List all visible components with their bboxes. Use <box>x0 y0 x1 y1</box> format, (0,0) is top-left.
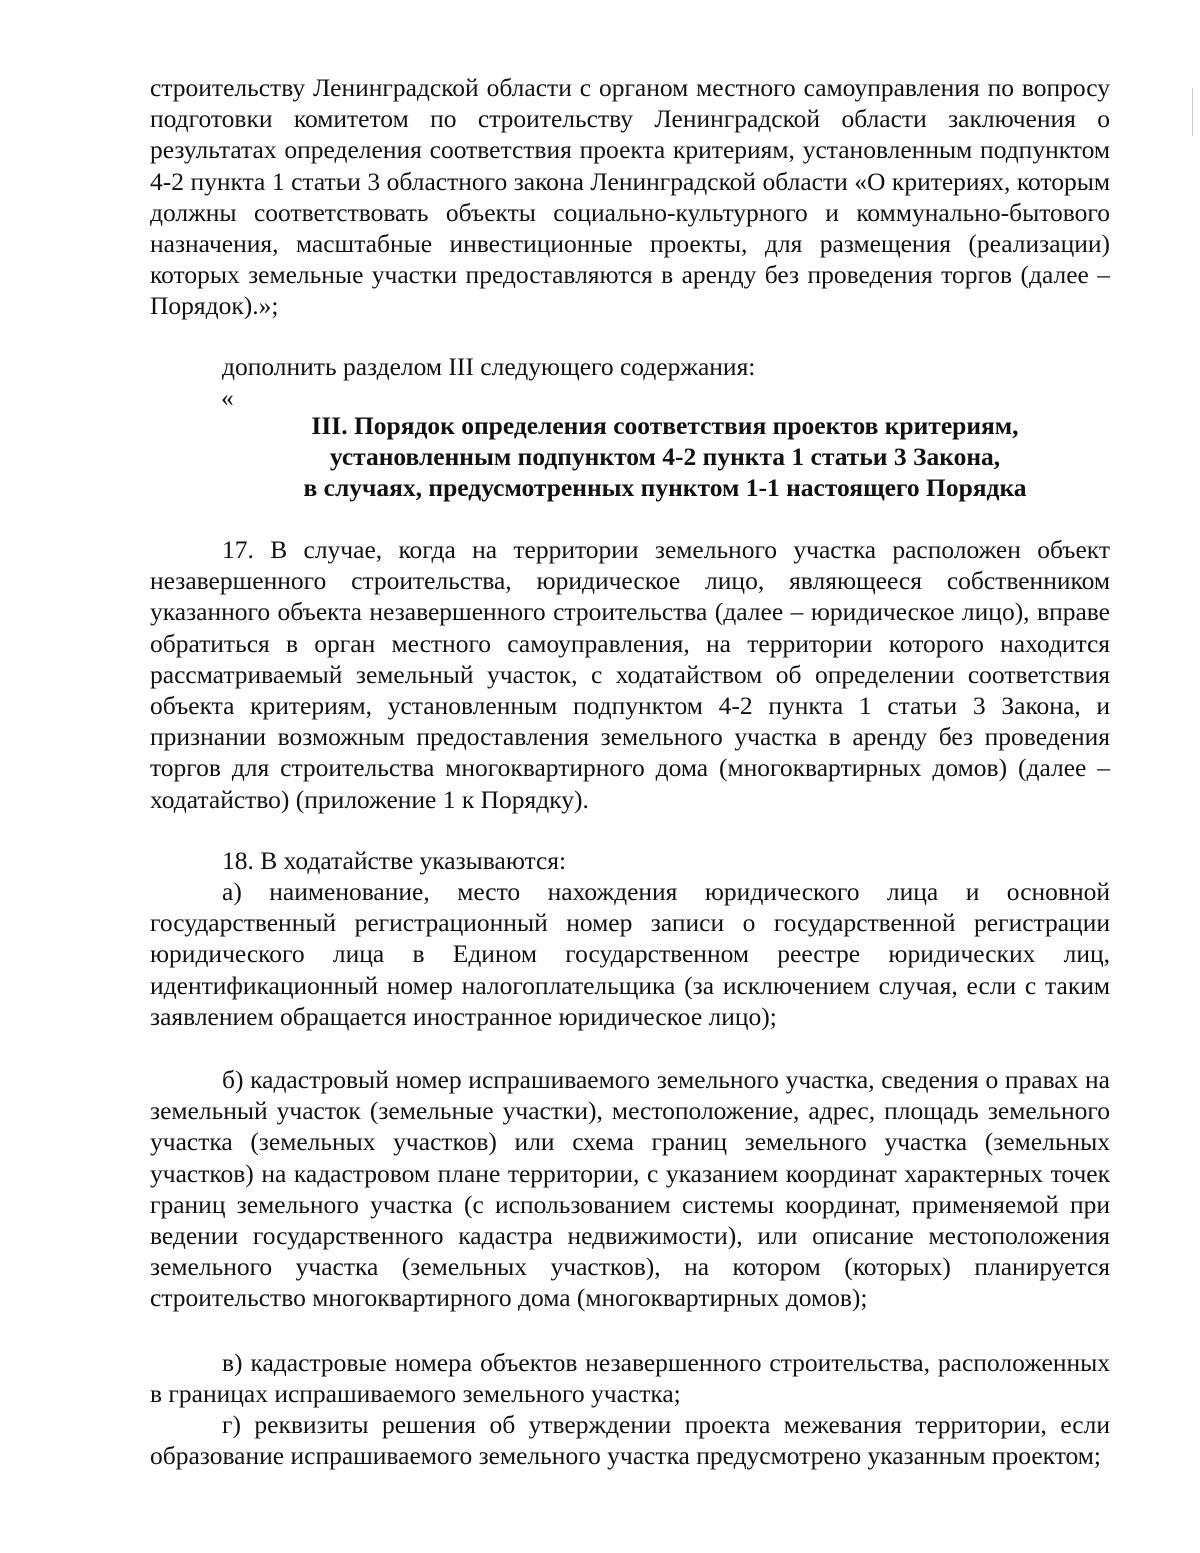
add-section-text: дополнить разделом III следующего содержания: <box>222 352 756 381</box>
paragraph-text: 17. В случае, когда на территории земельного участка расположен объект незавершенного строительства, юридическое лицо, являющееся собственником указанного объекта незавершенного строительства (далее – юридическое лицо), вправе обратиться в орган местного самоуправления, на территории которого находится рассматриваемый земельный участок, с ходатайством об определении соответствия объекта критериям, установленным подпунктом 4-2 пункта 1 статьи 3 Закона, и признании возможным предоставления земельного участка в аренду без проведения торгов для строительства многоквартирного дома (многоквартирных домов) (далее – ходатайство) (приложение 1 к Порядку). <box>150 535 1110 814</box>
paragraph-18 <box>150 845 1110 876</box>
heading-line-3: в случаях, предусмотренных пунктом 1-1 настоящего Порядка <box>303 473 1027 502</box>
item-v <box>150 1347 1110 1409</box>
item-text: б) кадастровый номер испрашиваемого земельного участка, сведения о правах на земельный участок (земельные участки), местоположение, адрес, площадь земельного участка (земельных участков) или схема границ земельного участка (земельных участков) на кадастровом плане территории, с указанием координат характерных точек границ земельного участка (с использованием системы координат, применяемой при ведении государственного кадастра недвижимости), или описание местоположения земельного участка (земельных участков), на котором (которых) планируется строительство многоквартирного дома (многоквартирных домов); <box>150 1065 1110 1313</box>
add-section-paragraph <box>150 351 1110 382</box>
opening-quote: « <box>221 383 234 412</box>
paragraph-17 <box>150 534 1110 815</box>
item-a <box>150 876 1110 1032</box>
paragraph-text: 18. В ходатайстве указываются: <box>222 846 567 875</box>
intro-paragraph <box>150 72 1110 322</box>
item-text: г) реквизиты решения об утверждении проекта межевания территории, если образование испрашиваемого земельного участка предусмотрено указанным проектом; <box>150 1410 1110 1471</box>
scan-edge-mark <box>1192 88 1193 136</box>
item-text: а) наименование, место нахождения юридического лица и основной государственный регистрационный номер записи о государственной регистрации юридического лица в Едином государственном реестре юридических лиц, идентификационный номер налогоплательщика (за исключением случая, если с таким заявлением обращается иностранное юридическое лицо); <box>150 877 1110 1031</box>
heading-line-1: III. Порядок определения соответствия проектов критериям, <box>311 411 1019 440</box>
item-g <box>150 1409 1110 1471</box>
heading-line-2: установленным подпунктом 4-2 пункта 1 статьи 3 Закона, <box>329 442 1001 471</box>
item-text: в) кадастровые номера объектов незавершенного строительства, расположенных в границах испрашиваемого земельного участка; <box>150 1348 1110 1409</box>
item-b <box>150 1064 1110 1314</box>
section-heading <box>150 410 1180 503</box>
intro-text: строительству Ленинградской области с органом местного самоуправления по вопросу подготовки комитетом по строительству Ленинградской области заключения о результатах определения соответствия проекта критериям, установленным подпунктом 4-2 пункта 1 статьи 3 областного закона Ленинградской области «О критериях, которым должны соответствовать объекты социально-культурного и коммунально-бытового назначения, масштабные инвестиционные проекты, для размещения (реализации) которых земельные участки предоставляются в аренду без проведения торгов (далее – Порядок).»; <box>150 73 1110 321</box>
